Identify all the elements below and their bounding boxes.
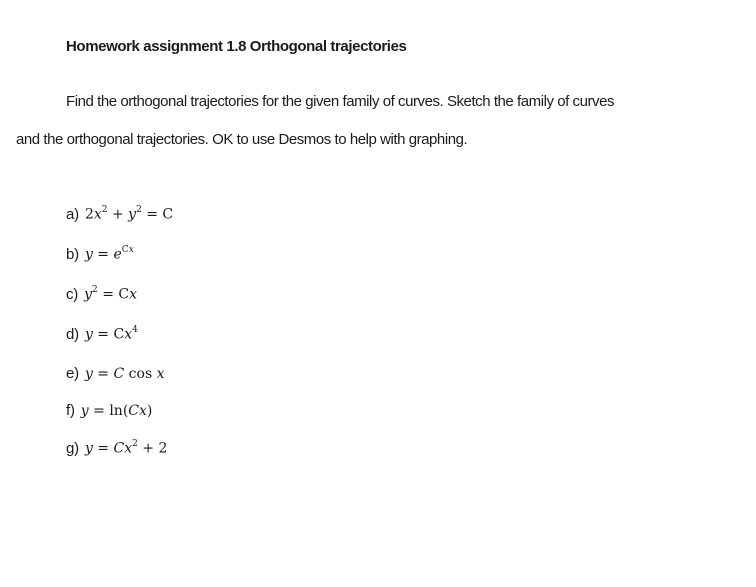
problem-expression: $y = Cx^4$ [84,325,138,343]
problem-label: c) [66,286,79,303]
problem-expression: y = ln(Cx) [80,403,153,419]
problem-label: f) [66,402,75,419]
instructions-line-1: Find the orthogonal trajectories for the given family of curves. Sketch the family of curves [66,93,615,110]
problem-expression: $2x^2 + y^2 = C$ [84,205,174,223]
problem-a [66,206,173,223]
problem-label: d) [66,326,79,343]
problem-label: b) [66,246,79,263]
instructions-line-2: and the orthogonal trajectories. OK to use Desmos to help with graphing. [16,131,468,148]
problem-g [66,440,167,457]
problem-b [66,246,134,263]
problem-f [66,402,152,419]
problem-expression: $y = e^{Cx}$ [84,245,134,263]
problem-d [66,326,138,343]
problem-label: e) [66,365,79,382]
problem-expression: $y = Cx^2 + 2$ [84,439,168,457]
problem-label: g) [66,440,79,457]
problem-label: a) [66,206,79,223]
problem-c [66,286,137,303]
problem-expression: $y^2 = Cx$ [84,285,138,303]
document-title: Homework assignment 1.8 Orthogonal trajectories [66,38,407,55]
problem-expression: y = C cos x [84,366,165,382]
problem-e [66,365,164,382]
